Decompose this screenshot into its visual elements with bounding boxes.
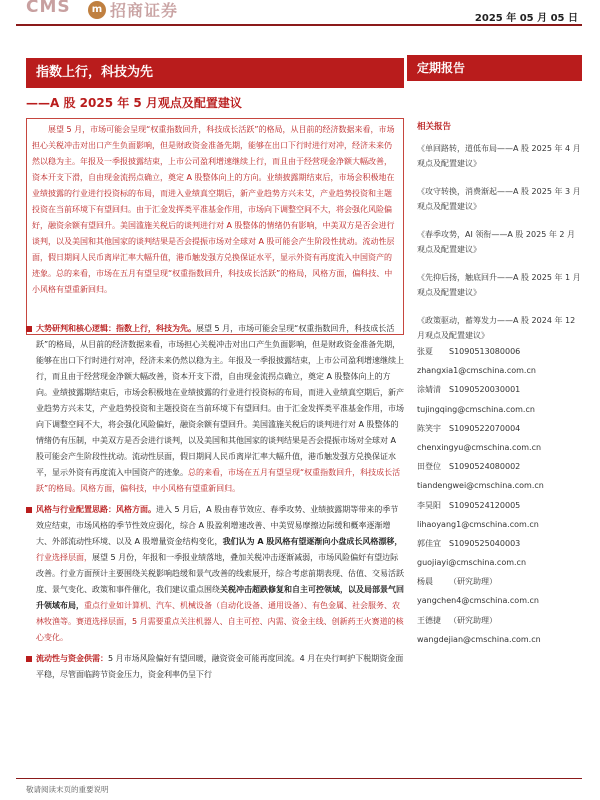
analyst-entry (417, 534, 582, 553)
report-date: 2025 年 05 月 05 日 (474, 13, 578, 24)
analyst-email[interactable]: wangdejian@cmschina.com.cn (417, 634, 541, 644)
analyst-entry (417, 419, 582, 438)
main-title-banner: 指数上行，科技为先 (26, 58, 404, 88)
analyst-entry (417, 611, 582, 630)
analyst-name: 田登位 (417, 462, 441, 472)
analyst-id: （研究助理） (449, 615, 497, 625)
analyst-id: S1090520030001 (449, 385, 521, 395)
related-report-link[interactable]: 《政策驱动，蓄筹发力——A 股 2024 年 12 月观点及配置建议》 (417, 316, 576, 340)
bullet-icon (26, 326, 32, 332)
top-divider (16, 24, 582, 26)
related-report-link[interactable]: 《先抑后扬，触底回升——A 股 2025 年 1 月观点及配置建议》 (417, 273, 581, 297)
analyst-name: 张夏 (417, 347, 433, 356)
analyst-entry (417, 572, 582, 591)
analyst-entry (417, 496, 582, 515)
paragraph-text: 5 月市场风险偏好有望回暖，融资资金可能再度回流。4 月在央行呵护下税期资金面平稳，尽管面临跨节资金压力，资金利率仍呈下行 (36, 654, 404, 679)
analyst-email[interactable]: tiandengwei@cmschina.com.cn (417, 481, 544, 491)
analyst-id: S1090524120005 (449, 500, 521, 510)
paragraph-text: 进入 5 月后，A 股由春节效应、春季攻势、业绩披露期等带来的季节效应结束，市场风格的季节性效应弱化，综合 A 股盈利增速改善、中美贸易摩擦边际缓和概率逐渐增大、外部流动性环境、以及 A 股增量资金结构变化， (36, 505, 399, 546)
analyst-name: 王德捷 (417, 615, 441, 625)
paragraph-style (26, 502, 404, 646)
report-type-banner: 定期报告 (407, 55, 582, 81)
analyst-list (417, 342, 582, 649)
related-reports (417, 120, 582, 356)
paragraph-highlight: 重点行业如计算机、汽车、机械设备（自动化设备、通用设备）、有色金属、社会服务、农林牧渔等。赛道选择层面，5 月需要重点关注机器人、自主可控、内需、资金主线、创新药王火赛道的核心变化。 (36, 601, 404, 642)
logo-cn: 招商证券 (110, 1, 179, 20)
analyst-id: S1090513080006 (449, 347, 521, 356)
bullet-icon (26, 507, 32, 513)
paragraph-text: 展望 5 月，市场可能会呈现“权重指数回升，科技成长活跃”的格局，从目前的经济数据来看，市场担心关税冲击对出口产生负面影响，但是财政资金准备先期，能够在出口下行时进行对冲，经济未来仍然以稳为主。年报及一季报披露结束，上市公司盈利增速继续上行，而且由于经营现金净额大幅改善，资本开支下滑，自由现金流拐点确立，奠定 A 股整体向上的方向。业绩披露期结束后，市场会积极地在业绩披露的行业进行投资标的布局，而进入业绩真空期后，新产业趋势方兴未艾，产业趋势投资和主题投资在当前环境下有望回归。由于汇金发挥类平准基金作用，市场向下调整空间不大，将会强化风险偏好，融资余额有望回升。美国滥施关税后的谈判进行对 A 股整体的情绪仍有压制，中美双方是否会进行谈判，以及美国和其他国家的谈判结果是否会提振市场对全球对 A 股可能会产生阶段性扰动。流动性层面，假日期间人民币离岸汇率大幅升值，港币触发强方兑换保证水平，显示外资有再度流入中国资产的迹象。 (36, 324, 404, 477)
analyst-name: 涂婧清 (417, 385, 441, 395)
related-report-link[interactable]: 《单回路转，道低布局——A 股 2025 年 4 月观点及配置建议》 (417, 144, 581, 168)
paragraph-conclusion: 总的来看，市场在五月有望呈现“权重指数回升，科技成长活跃”的格局。风格方面，偏科技，中小风格有望重新回归。 (36, 468, 401, 493)
related-report-link[interactable]: 《攻守转换，消费渐起——A 股 2025 年 3 月观点及配置建议》 (417, 187, 581, 211)
analyst-email[interactable]: yangchen4@cmschina.com.cn (417, 596, 539, 606)
analyst-id: S1090524080002 (449, 462, 521, 472)
footer-note: 敬请阅读末页的重要说明 (26, 785, 109, 794)
analyst-entry (417, 342, 582, 361)
analyst-id: （研究助理） (449, 577, 497, 587)
paragraph-lead: 流动性与资金供需： (36, 654, 108, 663)
paragraph-highlight: 行业选择层面， (36, 553, 92, 562)
paragraph-lead: 风格与行业配置思路：风格方面。 (36, 505, 156, 514)
analyst-id: S1090522070004 (449, 423, 521, 433)
analyst-name: 郭佳宜 (417, 538, 441, 548)
analyst-id: S1090525040003 (449, 538, 521, 548)
body-text (26, 321, 404, 688)
analyst-entry (417, 380, 582, 399)
summary-box: 展望 5 月，市场可能会呈现“权重指数回升，科技成长活跃”的格局，从目前的经济数据来看，市场担心关税冲击对出口产生负面影响，但是财政资金准备先期，能够在出口下行时进行对冲，经济未来仍然以稳为主。年报及一季报披露结束，上市公司盈利增速继续上行，而且由于经营现金净额大幅改善，资本开支下滑，自由现金流拐点确立，奠定 A 股整体向上的方向。业绩披露期结束后，市场会积极地在业绩披露的行业进行投资标的布局，而进入业绩真空期后，新产业趋势方兴未艾，产业趋势投资和主题投资在当前环境下有望回归。由于汇金发挥类平准基金作用，市场向下调整空间不大，将会强化风险偏好，融资余额有望回升。美国滥施关税后的谈判进行对 A 股整体的情绪仍有影响，中美双方是否会进行谈判，以及美国和其他国家的谈判结果是否会提振市场对全球对 A 股可能会产生阶段性扰动。流动性层面，假日期间人民币离岸汇率大幅升值，港币触发强方兑换保证水平，显示外资有再度流入中国资产的迹象。总的来看，市场在五月有望呈现“权重指数回升，科技成长活跃”的格局，风格方面，偏科技、中小风格有望重新回归。 (26, 118, 404, 335)
analyst-email[interactable]: chenxingyu@cmschina.com.cn (417, 442, 542, 452)
analyst-name: 李昊阳 (417, 500, 441, 510)
analyst-name: 陈笑宇 (417, 423, 441, 433)
related-reports-heading: 相关报告 (417, 122, 452, 132)
paragraph-emphasis: 关税冲击超跌修复和自主可控领域，以及局部景气回升领域布局， (36, 585, 404, 610)
analyst-name: 杨晨 (417, 577, 433, 587)
analyst-email[interactable]: guojiayi@cmschina.com.cn (417, 558, 527, 568)
paragraph-text: 展望 5 月份，年报和一季报业绩落地，叠加关税冲击逐渐减弱，市场风险偏好有望边际改善。行业方面预计主要围绕关税影响趋缓和景气改善的线索展开，综合考虑前期表现、估值、交易活跃度、景气变化、政策和事件催化，我们建议重点围绕 (36, 553, 404, 594)
paragraph-lead: 大势研判和核心逻辑：指数上行，科技为先。 (36, 324, 196, 333)
analyst-email[interactable]: zhangxia1@cmschina.com.cn (417, 366, 536, 376)
logo-cms: CMS (26, 0, 71, 17)
paragraph-emphasis: 我们认为 A 股风格有望逐渐向小盘成长风格漂移， (222, 537, 403, 546)
analyst-email[interactable]: tujingqing@cmschina.com.cn (417, 404, 535, 414)
analyst-email[interactable]: lihaoyang1@cmschina.com.cn (417, 519, 539, 529)
paragraph-trend (26, 321, 404, 497)
report-subtitle: ——A 股 2025 年 5 月观点及配置建议 (26, 96, 242, 110)
related-report-link[interactable]: 《春季攻势，AI 领衔——A 股 2025 年 2 月观点及配置建议》 (417, 230, 576, 254)
analyst-entry (417, 457, 582, 476)
bullet-icon (26, 656, 32, 662)
paragraph-liquidity (26, 651, 404, 683)
logo-badge-icon: m (88, 1, 106, 19)
bottom-divider (16, 778, 582, 779)
report-header (0, 0, 600, 24)
